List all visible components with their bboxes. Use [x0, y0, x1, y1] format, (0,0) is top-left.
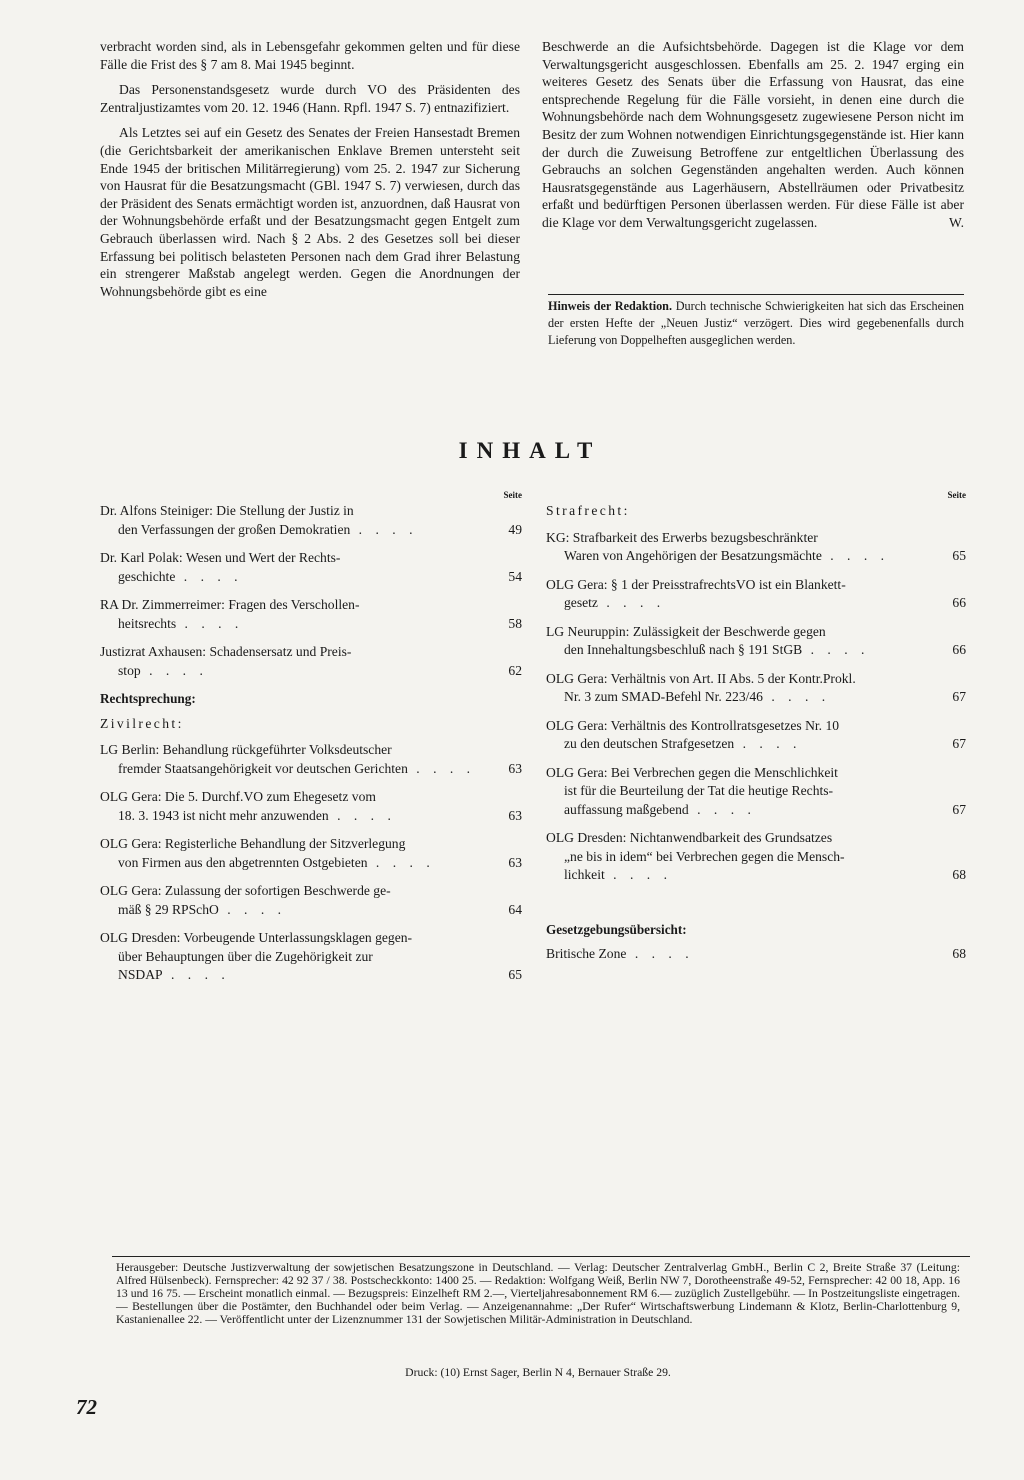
toc-entry-text: den Innehaltungsbeschluß nach § 191 StGB: [564, 642, 803, 657]
toc-gesetzgebung-list: [546, 945, 966, 964]
toc-entry-text: Dr. Karl Polak: Wesen und Wert der Rechts-: [100, 550, 341, 565]
toc-entry: [100, 929, 522, 985]
toc-entry: [546, 623, 966, 660]
toc-entry-text: mäß § 29 RPSchO: [118, 901, 219, 917]
toc-entry-text: OLG Gera: Zulassung der sofortigen Beschwerde ge-: [100, 883, 391, 898]
toc-entry: [546, 945, 966, 964]
toc-entry: [546, 529, 966, 566]
toc-entry-text: KG: Strafbarkeit des Erwerbs bezugsbeschränkter: [546, 529, 818, 545]
toc-entry: [100, 596, 522, 633]
toc-entry: [100, 835, 522, 872]
printer-line: Druck: (10) Ernst Sager, Berlin N 4, Bernauer Straße 29.: [405, 1366, 671, 1379]
toc-page-number: 63: [508, 807, 522, 823]
toc-zivilrecht-list: [100, 741, 522, 985]
imprint: Herausgeber: Deutsche Justizverwaltung der sowjetischen Besatzungszone in Deutschland. — Verlag: Deutscher Zentralverlag GmbH., Berlin C 2, Breite Straße 37 (Leitung: Alfred Hülsenbeck). Fernsprecher: 42 92 37 / 38. Postscheckkonto: 1400 25. — Redaktion: Wolfgang Weiß, Berlin NW 7, Dorotheenstraße 49-52, Fernsprecher: 42 00 18, App. 16 13 und 16 75. — Erscheint monatlich einmal. — Bezugspreis: Einzelheft RM 2.—, Vierteljahresabonnement RM 6.— zuzüglich Zustellgebühr. — In Postzeitungsliste eingetragen. — Bestellungen über die Postämter, den Buchhandel oder beim Verlag. — Anzeigenannahme: „Der Rufer“ Wirtschaftswerbung Lindemann & Klotz, Berlin-Charlottenburg 9, Kastanienallee 22. — Veröffentlicht unter der Lizenznummer 131 der Sowjetischen Militär-Administration in Deutschland.: [116, 1261, 960, 1326]
toc-entry-text: LG Berlin: Behandlung rückgeführter Volksdeutscher: [100, 742, 392, 757]
editorial-note-text: Durch technische Schwierigkeiten hat sich das Erscheinen der ersten Hefte der „Neuen Justiz“ verzögert. Dies wird gegebenenfalls durch Lieferung von Doppelheften ausgeglichen werden.: [548, 299, 964, 347]
toc-entry-text: Justizrat Axhausen: Schadensersatz und Preis-: [100, 644, 352, 659]
toc-entry-text: Dr. Alfons Steiniger: Die Stellung der Justiz in: [100, 503, 354, 518]
leader-dots: . . . .: [407, 760, 476, 776]
page-number: 72: [76, 1395, 97, 1419]
leader-dots: . . . .: [176, 615, 244, 631]
paragraph: verbracht worden sind, als in Lebensgefahr gekommen gelten und für diese Fälle die Frist des § 7 am 8. Mai 1945 beginnt.: [100, 39, 520, 72]
leader-dots: . . . .: [688, 801, 756, 817]
toc-entry-text: OLG Gera: Bei Verbrechen gegen die Menschlichkeit: [546, 764, 838, 780]
toc-page-number: 67: [952, 801, 966, 817]
toc-page-number: 67: [952, 736, 966, 751]
leader-dots: . . . .: [328, 807, 396, 823]
footer-rule: [112, 1256, 970, 1257]
toc-entry-text: über Behauptungen über die Zugehörigkeit zur: [118, 948, 373, 964]
paragraph: [542, 38, 964, 232]
gesetzgebung-heading: Gesetzgebungsübersicht:: [546, 921, 687, 937]
toc-page-number: 65: [508, 967, 522, 982]
toc-entry-text: gesetz: [564, 595, 598, 610]
toc-entry-text: NSDAP: [118, 967, 163, 982]
toc-page-number: 54: [508, 568, 522, 584]
leader-dots: . . . .: [626, 946, 694, 961]
toc-entry-text: „ne bis in idem“ bei Verbrechen gegen die Mensch-: [564, 848, 845, 864]
toc-entry-text: OLG Gera: § 1 der PreisstrafrechtsVO ist ein Blankett-: [546, 576, 846, 592]
toc-page-number: 64: [508, 901, 522, 917]
toc-entry-text: OLG Gera: Registerliche Behandlung der Sitzverlegung: [100, 836, 406, 851]
editorial-note: [548, 294, 964, 349]
paragraph: Das Personenstandsgesetz wurde durch VO des Präsidenten des Zentraljustizamtes vom 20. 12. 1946 (Hann. Rpfl. 1947 S. 7) entnazifiziert.: [100, 82, 520, 115]
toc-entry-text: fremder Staatsangehörigkeit vor deutschen Gerichten: [118, 760, 408, 776]
toc-entry-text: zu den deutschen Strafgesetzen: [564, 736, 735, 751]
toc-entry-text: 18. 3. 1943 ist nicht mehr anzuwenden: [118, 807, 329, 823]
toc-entry: [100, 788, 522, 825]
leader-dots: . . . .: [162, 967, 230, 982]
toc-entry-text: Britische Zone: [546, 946, 627, 961]
leader-dots: . . . .: [762, 689, 831, 704]
toc-entry: [100, 882, 522, 919]
toc-strafrecht-list: [546, 529, 966, 885]
toc-page-number: 62: [508, 662, 522, 678]
toc-entry-text: OLG Gera: Verhältnis von Art. II Abs. 5 der Kontr.Prokl.: [546, 670, 856, 686]
toc-page-number: 58: [508, 615, 522, 631]
toc-left-column: [100, 488, 522, 995]
leader-dots: . . . .: [802, 642, 870, 657]
leader-dots: . . . .: [218, 901, 287, 917]
toc-entry-text: LG Neuruppin: Zulässigkeit der Beschwerde gegen: [546, 623, 826, 639]
toc-page-number: 65: [952, 548, 966, 563]
toc-entry-text: OLG Gera: Verhältnis des Kontrollratsgesetzes Nr. 10: [546, 717, 840, 733]
toc-entry: [546, 829, 966, 885]
author-signature: W.: [949, 214, 964, 230]
toc-right-column: [546, 488, 966, 974]
toc-page-number: 68: [952, 867, 966, 882]
toc-entry: [546, 670, 966, 707]
toc-entry: [100, 643, 522, 680]
editorial-note-label: Hinweis der Redaktion.: [548, 299, 673, 313]
paragraph: Als Letztes sei auf ein Gesetz des Senates der Freien Hansestadt Bremen (die Gerichtsbarkeit der amerikanischen Enklave Bremen untersteht seit Ende 1945 der britischen Militärregierung) vom 25. 2. 1947 zur Sicherung von Hausrat für die Besatzungsmacht (GBl. 1947 S. 7) verwiesen, durch das der Präsident des Senats ermächtigt worden ist, anzuordnen, daß Hausrat von der Wohnungsbehörde erfaßt und der Besatzungsmacht gegen Entgelt zum Gebrauch überlassen wird. Nach § 2 Abs. 2 des Gesetzes soll bei dieser Erfassung bei politisch belasteten Personen nach dem Grad ihrer Belastung ein strengerer Maßstab angelegt werden. Gegen die Anordnungen der Wohnungsbehörde gibt es eine: [100, 125, 520, 299]
seite-label: Seite: [503, 490, 522, 500]
toc-articles: [100, 502, 522, 680]
paragraph-text: Beschwerde an die Aufsichtsbehörde. Dagegen ist die Klage vor dem Verwaltungsgericht ausgeschlossen. Ebenfalls am 25. 2. 1947 erging ein weiteres Gesetz des Senats über die Erfassung von Hausrat, das eine entsprechende Regelung für die Fälle vorsieht, in denen eine durch die Wohnungsbehörde nach dem Wohnungsgesetz zugewiesene Person nicht im Besitz der zum Wohnen notwendigen Einrichtungsgegenstände ist. Hier kann der durch die Zuweisung Betroffene zur entgeltlichen Überlassung des Gebrauchs an solchen Gegenständen angehalten werden. Auch können Hausratsgegenstände aus Lagerhäusern, Abstellräumen oder Privatbesitz erfaßt und bedürftigen Personen überlassen werden. Für diese Fälle ist aber die Klage vor dem Verwaltungsgericht zugelassen.: [542, 39, 964, 230]
toc-entry: [100, 741, 522, 778]
toc-entry-text: Waren von Angehörigen der Besatzungsmächte: [564, 548, 822, 563]
seite-label: Seite: [947, 490, 966, 500]
toc-entry-text: auffassung maßgebend: [564, 801, 689, 817]
toc-entry: [100, 502, 522, 539]
toc-entry: [546, 576, 966, 613]
rechtsprechung-heading: Rechtsprechung:: [100, 691, 196, 706]
toc-entry-text: stop: [118, 662, 141, 678]
toc-entry-text: lichkeit: [564, 867, 605, 882]
right-text-column: [542, 38, 964, 232]
toc-entry-text: den Verfassungen der großen Demokratien: [118, 521, 351, 537]
leader-dots: . . . .: [604, 867, 672, 882]
toc-page-number: 66: [952, 595, 966, 610]
toc-entry: [546, 717, 966, 754]
toc-entry-text: OLG Dresden: Vorbeugende Unterlassungsklagen gegen-: [100, 930, 413, 945]
toc-entry-text: Nr. 3 zum SMAD-Befehl Nr. 223/46: [564, 689, 763, 704]
leader-dots: . . . .: [821, 548, 890, 563]
toc-entry-text: geschichte: [118, 568, 176, 584]
toc-entry-text: von Firmen aus den abgetrennten Ostgebieten: [118, 854, 368, 870]
leader-dots: . . . .: [734, 736, 802, 751]
toc-page-number: 68: [952, 946, 966, 961]
toc-entry-text: ist für die Beurteilung der Tat die heutige Rechts-: [564, 783, 834, 798]
leader-dots: . . . .: [350, 521, 418, 537]
zivilrecht-heading: Zivilrecht:: [100, 715, 184, 731]
leader-dots: . . . .: [367, 854, 435, 870]
toc-entry: [546, 764, 966, 820]
toc-entry: [100, 549, 522, 586]
toc-entry-text: OLG Gera: Die 5. Durchf.VO zum Ehegesetz vom: [100, 789, 376, 804]
toc-entry-text: OLG Dresden: Nichtanwendbarkeit des Grundsatzes: [546, 830, 833, 845]
toc-page-number: 63: [508, 854, 522, 870]
toc-title: INHALT: [458, 438, 602, 463]
strafrecht-heading: Strafrecht:: [546, 503, 630, 518]
toc-page-number: 63: [508, 760, 522, 776]
left-text-column: [100, 38, 520, 300]
toc-page-number: 67: [952, 689, 966, 704]
leader-dots: . . . .: [175, 568, 243, 584]
toc-page-number: 66: [952, 642, 966, 657]
leader-dots: . . . .: [140, 662, 208, 678]
toc-entry-text: RA Dr. Zimmerreimer: Fragen des Verschollen-: [100, 597, 360, 612]
toc-entry-text: heitsrechts: [118, 615, 177, 631]
toc-page-number: 49: [508, 521, 522, 537]
leader-dots: . . . .: [597, 595, 666, 610]
